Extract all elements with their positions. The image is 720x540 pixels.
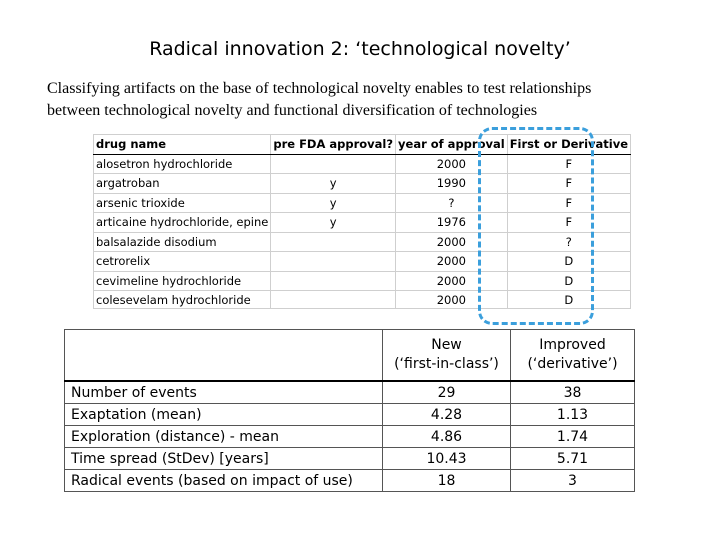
- year-cell: 2000: [396, 252, 508, 272]
- subtitle-line-2: between technological novelty and functional diversification of technologies: [47, 102, 538, 119]
- stats-table-header-row: [65, 330, 635, 382]
- pre-fda-cell: [271, 291, 396, 309]
- pre-fda-cell: y: [271, 193, 396, 213]
- drug-name-cell: cevimeline hydrochloride: [94, 271, 271, 291]
- pre-fda-cell: y: [271, 213, 396, 233]
- stats-improved-value: 3: [511, 470, 635, 492]
- stats-header-improved-line2: (‘derivative’): [527, 356, 618, 372]
- stats-header-blank: [65, 330, 383, 382]
- drug-table-header: year of approval: [396, 135, 508, 155]
- drug-name-cell: argatroban: [94, 174, 271, 194]
- stats-header-new-line1: New: [431, 337, 462, 353]
- stats-new-value: 4.28: [383, 404, 511, 426]
- drug-table-header: drug name: [94, 135, 271, 155]
- drug-name-cell: articaine hydrochloride, epine: [94, 213, 271, 233]
- stats-header-new-line2: (‘first-in-class’): [394, 356, 499, 372]
- first-derivative-cell: F: [507, 213, 630, 233]
- pre-fda-cell: y: [271, 174, 396, 194]
- stats-table-row: [65, 470, 635, 492]
- first-derivative-cell: F: [507, 154, 630, 174]
- year-cell: 1976: [396, 213, 508, 233]
- drug-name-cell: cetrorelix: [94, 252, 271, 272]
- pre-fda-cell: [271, 154, 396, 174]
- stats-improved-value: 5.71: [511, 448, 635, 470]
- stats-table-row: [65, 381, 635, 404]
- pre-fda-cell: [271, 252, 396, 272]
- stats-metric-label: Radical events (based on impact of use): [65, 470, 383, 492]
- year-cell: 2000: [396, 271, 508, 291]
- subtitle-line-1: Classifying artifacts on the base of technological novelty enables to test relationships: [47, 80, 592, 97]
- drug-name-cell: balsalazide disodium: [94, 232, 271, 252]
- stats-header-improved-line1: Improved: [539, 337, 606, 353]
- drug-name-cell: colesevelam hydrochloride: [94, 291, 271, 309]
- year-cell: 2000: [396, 291, 508, 309]
- pre-fda-cell: [271, 271, 396, 291]
- first-derivative-cell: D: [507, 271, 630, 291]
- drug-name-cell: alosetron hydrochloride: [94, 154, 271, 174]
- year-cell: ?: [396, 193, 508, 213]
- year-cell: 1990: [396, 174, 508, 194]
- pre-fda-cell: [271, 232, 396, 252]
- stats-table-row: [65, 426, 635, 448]
- first-derivative-cell: F: [507, 174, 630, 194]
- drug-table-header: First or Derivative: [507, 135, 630, 155]
- stats-improved-value: 1.13: [511, 404, 635, 426]
- stats-new-value: 10.43: [383, 448, 511, 470]
- stats-metric-label: Number of events: [65, 381, 383, 404]
- stats-new-value: 4.86: [383, 426, 511, 448]
- stats-metric-label: Exaptation (mean): [65, 404, 383, 426]
- year-cell: 2000: [396, 232, 508, 252]
- first-derivative-cell: ?: [507, 232, 630, 252]
- drug-name-cell: arsenic trioxide: [94, 193, 271, 213]
- year-cell: 2000: [396, 154, 508, 174]
- stats-table: [64, 329, 635, 492]
- stats-improved-value: 1.74: [511, 426, 635, 448]
- first-derivative-cell: F: [507, 193, 630, 213]
- stats-metric-label: Exploration (distance) - mean: [65, 426, 383, 448]
- stats-new-value: 29: [383, 381, 511, 404]
- stats-improved-value: 38: [511, 381, 635, 404]
- stats-header-new: [383, 330, 511, 382]
- drug-table-header: pre FDA approval?: [271, 135, 396, 155]
- first-derivative-cell: D: [507, 291, 630, 309]
- stats-header-improved: [511, 330, 635, 382]
- stats-table-row: [65, 404, 635, 426]
- first-derivative-cell: D: [507, 252, 630, 272]
- stats-metric-label: Time spread (StDev) [years]: [65, 448, 383, 470]
- slide-subtitle: [47, 78, 697, 122]
- slide-title: Radical innovation 2: ‘technological novelty’: [149, 38, 571, 60]
- first-or-derivative-highlight: [478, 127, 594, 325]
- stats-table-row: [65, 448, 635, 470]
- stats-new-value: 18: [383, 470, 511, 492]
